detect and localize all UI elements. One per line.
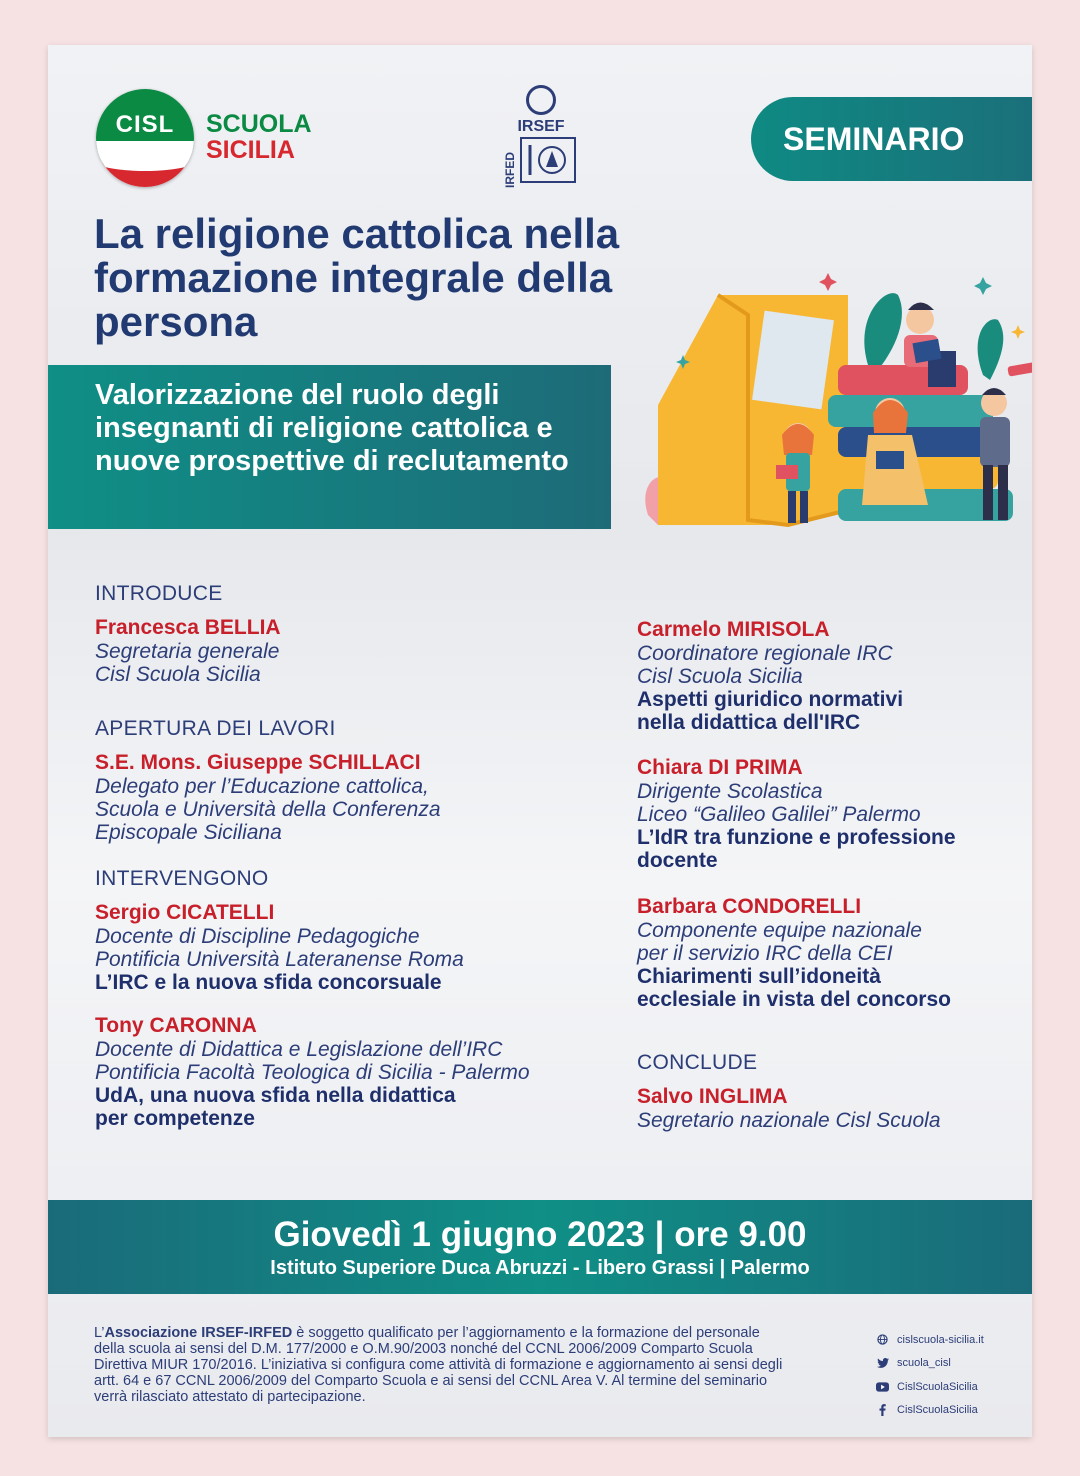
talk-topic: docente [637,849,718,872]
association-name: Associazione IRSEF-IRFED [104,1325,293,1341]
sicilia-text: SICILIA [206,136,295,164]
social-label: cislscuola-sicilia.it [897,1333,984,1346]
globe-icon [876,1333,889,1346]
speaker-mirisola [637,618,903,734]
speaker-role: Pontificia Università Lateranense Roma [95,948,464,971]
intervengono-block [95,867,530,1130]
speaker-name: Salvo INGLIMA [637,1085,788,1108]
speaker-role: Delegato per l’Educazione cattolica, [95,775,429,798]
speaker-role: Episcopale Siciliana [95,821,282,844]
event-band [48,1200,1032,1294]
talk-topic: L’IRC e la nuova sfida concorsuale [95,971,442,994]
irsef-emblem-icon [520,137,576,183]
talk-topic: Chiarimenti sull’idoneità [637,965,881,988]
social-facebook[interactable] [876,1399,1026,1423]
speaker-name: Chiara DI PRIMA [637,756,803,779]
conclude-block [637,1051,941,1132]
social-links [876,1328,1026,1422]
speaker-role: Docente di Discipline Pedagogiche [95,925,420,948]
speaker-role: Cisl Scuola Sicilia [95,663,261,686]
footer-note: L’Associazione IRSEF-IRFED è soggetto qualificato per l’aggiornamento e la formazione del personale della scuola ai sensi del D.M. 177/2000 e O.M.90/2003 nonché del CCNL 2006/2009 Comparto Scuola Direttiva MIUR 170/2016. L’iniziativa si configura come attività di formazione e aggiornamento ai sensi degli artt. 64 e 67 CCNL 2006/2009 del Comparto Scuola e ai sensi del CCNL Area V. Al termine del seminario verrà rilasciato attestato di partecipazione. [94,1325,783,1405]
facebook-icon [876,1404,889,1417]
introduce-label: INTRODUCE [95,582,223,605]
seminario-badge: SEMINARIO [751,97,1032,181]
speaker-role: Dirigente Scolastica [637,780,823,803]
apertura-block [95,717,441,844]
irsef-logo [500,85,582,188]
speaker-di-prima [637,756,956,872]
speaker-role: Scuola e Università della Conferenza [95,798,441,821]
page-title: La religione cattolica nella formazione integrale della persona [94,210,620,345]
social-youtube[interactable] [876,1375,1026,1399]
speaker-role: Segretario nazionale Cisl Scuola [637,1109,941,1132]
talk-topic: per competenze [95,1107,255,1130]
speaker-role: Componente equipe nazionale [637,919,922,942]
talk-topic: UdA, una nuova sfida nella didattica [95,1084,456,1107]
talk-topic: ecclesiale in vista del concorso [637,988,951,1011]
subtitle-box [48,365,611,529]
speaker-role: Pontificia Facoltà Teologica di Sicilia - Palermo [95,1061,530,1084]
speaker-role: Docente di Didattica e Legislazione dell’IRC [95,1038,503,1061]
event-date: Giovedì 1 giugno 2023 | ore 9.00 [273,1215,807,1254]
speaker-name: Tony CARONNA [95,1014,257,1037]
speaker-role: Liceo “Galileo Galilei” Palermo [637,803,921,826]
social-label: CislScuolaSicilia [897,1380,978,1393]
subtitle: Valorizzazione del ruolo degli insegnanti di religione cattolica e nuove prospettive di reclutamento [95,379,569,477]
speaker-name: Barbara CONDORELLI [637,895,862,918]
youtube-icon [876,1380,889,1393]
speaker-condorelli [637,895,951,1011]
irsef-symbol-icon [526,85,556,115]
social-twitter[interactable] [876,1352,1026,1376]
talk-topic: L’IdR tra funzione e professione [637,826,956,849]
speaker-role: Segretaria generale [95,640,280,663]
speaker-name: Sergio CICATELLI [95,901,275,924]
irfed-text: IRFED [503,152,517,188]
speaker-role: per il servizio IRC della CEI [637,942,893,965]
irsef-text: IRSEF [517,118,565,135]
intervengono-label: INTERVENGONO [95,867,269,890]
speaker-name: S.E. Mons. Giuseppe SCHILLACI [95,751,421,774]
social-label: CislScuolaSicilia [897,1404,978,1417]
apertura-label: APERTURA DEI LAVORI [95,717,336,740]
speaker-role: Cisl Scuola Sicilia [637,665,803,688]
twitter-icon [876,1357,889,1370]
scuola-sicilia-wordmark [206,111,312,163]
flyer-page [48,45,1032,1437]
conclude-label: CONCLUDE [637,1051,758,1074]
cisl-logo [96,89,194,187]
introduce-block [95,582,281,686]
speaker-name: Carmelo MIRISOLA [637,618,830,641]
event-place: Istituto Superiore Duca Abruzzi - Libero Grassi | Palermo [270,1257,810,1279]
talk-topic: nella didattica dell'IRC [637,711,861,734]
speaker-role: Coordinatore regionale IRC [637,642,893,665]
scuola-text: SCUOLA [206,110,312,138]
talk-topic: Aspetti giuridico normativi [637,688,904,711]
speaker-name: Francesca BELLIA [95,616,281,639]
social-label: scuola_cisl [897,1357,951,1370]
social-website[interactable] [876,1328,1026,1352]
cisl-logo-text: CISL [115,111,175,138]
reading-illustration [638,255,1032,530]
